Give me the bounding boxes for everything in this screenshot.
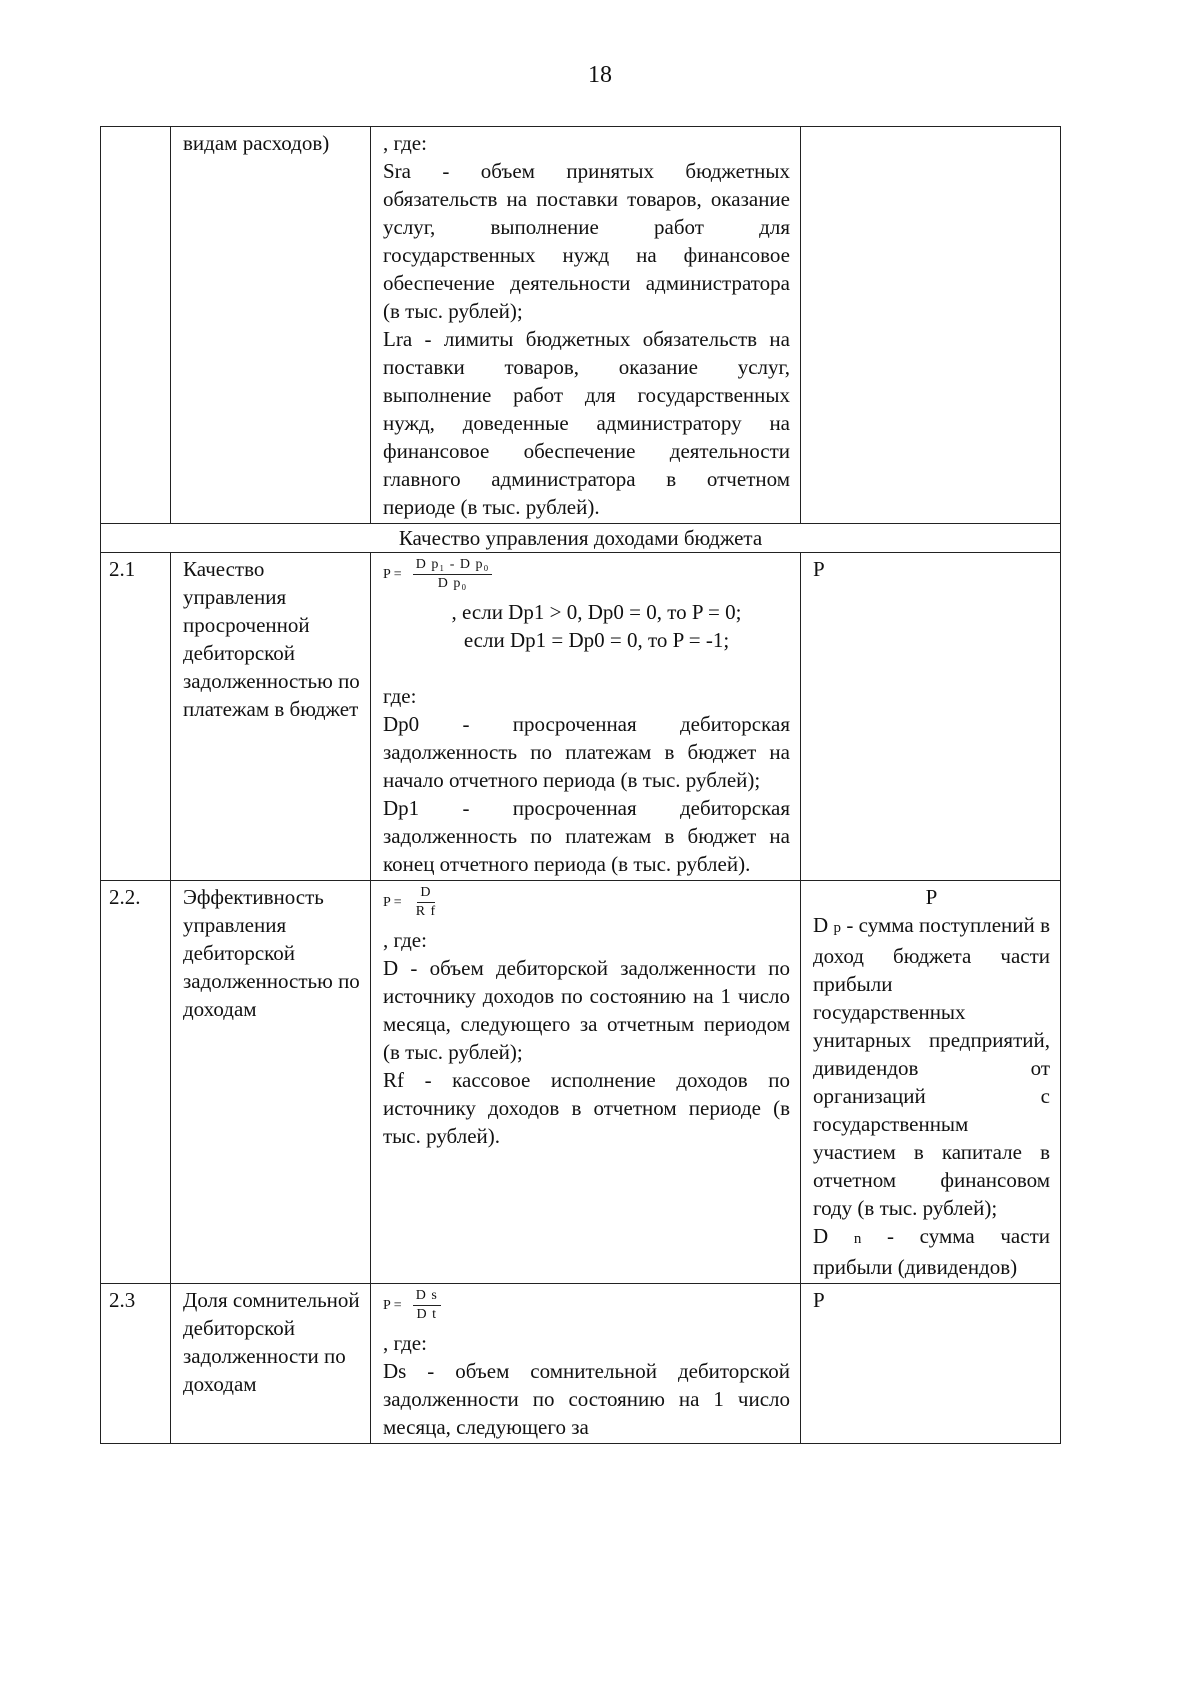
dp-text: - сумма поступлений в доход бюджета части прибыли государственных унитарных предприятий, дивидендов от организаций с государственным участием в капитале в отчетном финансовом году (в тыс. рублей); xyxy=(813,913,1051,1220)
formula-fraction xyxy=(413,557,493,592)
formula-condition: , если Dp1 > 0, Dp0 = 0, то P = 0; xyxy=(451,600,742,624)
table-row xyxy=(101,553,1061,881)
formula-lhs: P xyxy=(383,894,392,910)
spacer xyxy=(383,654,790,682)
formula-numerator: D xyxy=(417,885,434,903)
formula xyxy=(383,557,790,592)
definition-dn xyxy=(813,1222,1050,1281)
formula-cell xyxy=(371,553,801,881)
unit-cell: P xyxy=(801,1284,1061,1444)
formula-fraction xyxy=(413,1288,441,1323)
where-label: где: xyxy=(383,684,417,708)
definition-d: D - объем дебиторской задолженности по источнику доходов по состоянию на 1 число месяца, следующего за отчетным периодом (в тыс. рублей); xyxy=(383,956,790,1064)
section-title: Качество управления доходами бюджета xyxy=(101,524,1061,553)
unit-cell xyxy=(801,881,1061,1284)
dp-subscript: p xyxy=(833,920,842,936)
definition-rf: Rf - кассовое исполнение доходов по источнику доходов в отчетном периоде (в тыс. рублей). xyxy=(383,1068,790,1148)
unit-cell: P xyxy=(801,553,1061,881)
definition-dp1: Dp1 - просроченная дебиторская задолженность по платежам в бюджет на конец отчетного периода (в тыс. рублей). xyxy=(383,796,790,876)
formula-cell xyxy=(371,881,801,1284)
formula xyxy=(383,1288,790,1323)
formula xyxy=(383,885,790,920)
indicator-name: Доля сомнительной дебиторской задолженности по доходам xyxy=(171,1284,371,1444)
row-number-cell xyxy=(101,127,171,524)
definition-ds: Ds - объем сомнительной дебиторской задолженности по состоянию на 1 число месяца, следующего за xyxy=(383,1359,790,1439)
formula-denominator: R f xyxy=(415,904,437,919)
section-header-row xyxy=(101,524,1061,553)
dp-symbol: D xyxy=(813,913,829,937)
formula-lhs: P xyxy=(383,1297,392,1313)
formula-equals: = xyxy=(393,894,403,910)
indicator-name: видам расходов) xyxy=(183,131,330,155)
formula-equals: = xyxy=(393,1297,403,1313)
formula-cell xyxy=(371,127,801,524)
definition-dp xyxy=(813,911,1050,1222)
formula-numerator: D s xyxy=(413,1288,441,1306)
table-row xyxy=(101,127,1061,524)
formula-cell xyxy=(371,1284,801,1444)
formula-condition: если Dp1 = Dp0 = 0, то P = -1; xyxy=(463,628,730,652)
indicator-table xyxy=(100,126,1061,1444)
definition-dp0: Dp0 - просроченная дебиторская задолженность по платежам в бюджет на начало отчетного периода (в тыс. рублей); xyxy=(383,712,790,792)
indicator-name-cell xyxy=(171,127,371,524)
definition-lra: Lra - лимиты бюджетных обязательств на поставки товаров, оказание услуг, выполнение работ для государственных нужд, доведенные администратору на финансовое обеспечение деятельности главного администратора в отчетном периоде (в тыс. рублей). xyxy=(383,327,790,519)
unit-label: P xyxy=(925,885,938,909)
table-row xyxy=(101,1284,1061,1444)
formula-numerator: D p₁ - D p₀ xyxy=(413,557,493,575)
indicator-name: Эффективность управления дебиторской задолженностью по доходам xyxy=(171,881,371,1284)
dn-text: - сумма части прибыли (дивидендов) xyxy=(813,1224,1050,1279)
unit-cell xyxy=(801,127,1061,524)
formula-denominator: D p₀ xyxy=(437,576,468,591)
where-label: , где: xyxy=(383,131,427,155)
dn-subscript: n xyxy=(853,1231,862,1247)
where-label: , где: xyxy=(383,928,427,952)
dn-symbol: D xyxy=(813,1224,829,1248)
definition-sra: Sra - объем принятых бюджетных обязательств на поставки товаров, оказание услуг, выполнение работ для государственных нужд на финансовое обеспечение деятельности администратора (в тыс. рублей); xyxy=(383,159,790,323)
formula-fraction xyxy=(413,885,440,920)
row-number: 2.2. xyxy=(101,881,171,1284)
where-label: , где: xyxy=(383,1331,427,1355)
table-row xyxy=(101,881,1061,1284)
formula-lhs: P xyxy=(383,566,392,582)
formula-equals: = xyxy=(393,566,403,582)
indicator-name: Качество управления просроченной дебиторской задолженностью по платежам в бюджет xyxy=(171,553,371,881)
row-number: 2.3 xyxy=(101,1284,171,1444)
page-number: 18 xyxy=(588,62,612,88)
formula-denominator: D t xyxy=(416,1307,437,1322)
row-number: 2.1 xyxy=(101,553,171,881)
